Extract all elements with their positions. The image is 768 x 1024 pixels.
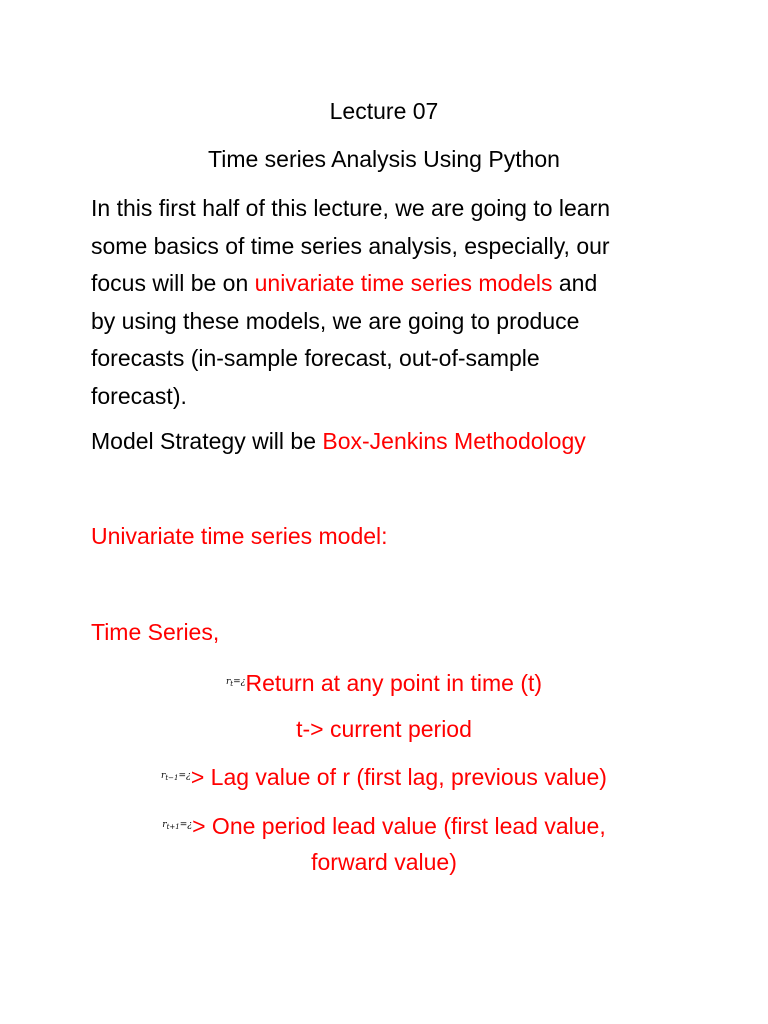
definition-lag xyxy=(0,762,768,792)
intro-line-4: by using these models, we are going to produce xyxy=(91,307,580,334)
strategy-text xyxy=(91,423,691,461)
section-heading: Univariate time series model: xyxy=(91,523,388,549)
definition-lead-text: > One period lead value (first lead value, xyxy=(192,813,606,839)
intro-line-3-after: and xyxy=(552,270,598,296)
box-jenkins-highlight: Box-Jenkins Methodology xyxy=(322,428,586,454)
time-series-heading: Time Series, xyxy=(91,619,220,645)
intro-line-3 xyxy=(91,265,691,303)
symbol-r-t-minus-1: rt−1=¿ xyxy=(161,771,191,782)
strategy-line xyxy=(91,423,691,461)
intro-line-2: some basics of time series analysis, especially, our xyxy=(91,232,610,259)
lecture-subtitle: Time series Analysis Using Python xyxy=(208,146,560,172)
definition-lag-text: > Lag value of r (first lag, previous value) xyxy=(190,764,607,790)
definition-current-period: t-> current period xyxy=(296,716,472,742)
intro-line-3-before: focus will be on xyxy=(91,270,255,296)
definition-return xyxy=(0,668,768,698)
intro-line-6: forecast). xyxy=(91,382,187,409)
symbol-r-t: rt=¿ xyxy=(225,677,246,688)
strategy-prefix: Model Strategy will be xyxy=(91,428,323,454)
definition-lead-continued: forward value) xyxy=(311,849,457,875)
intro-paragraph xyxy=(91,190,691,415)
definition-return-text: Return at any point in time (t) xyxy=(245,670,543,696)
univariate-models-highlight: univariate time series models xyxy=(254,270,553,296)
intro-line-5: forecasts (in-sample forecast, out-of-sample xyxy=(91,345,540,371)
lecture-title: Lecture 07 xyxy=(329,98,439,124)
intro-line-1: In this first half of this lecture, we are going to learn xyxy=(91,195,611,221)
symbol-r-t-plus-1: rt+1=¿ xyxy=(162,820,193,831)
definition-lead xyxy=(0,811,768,841)
